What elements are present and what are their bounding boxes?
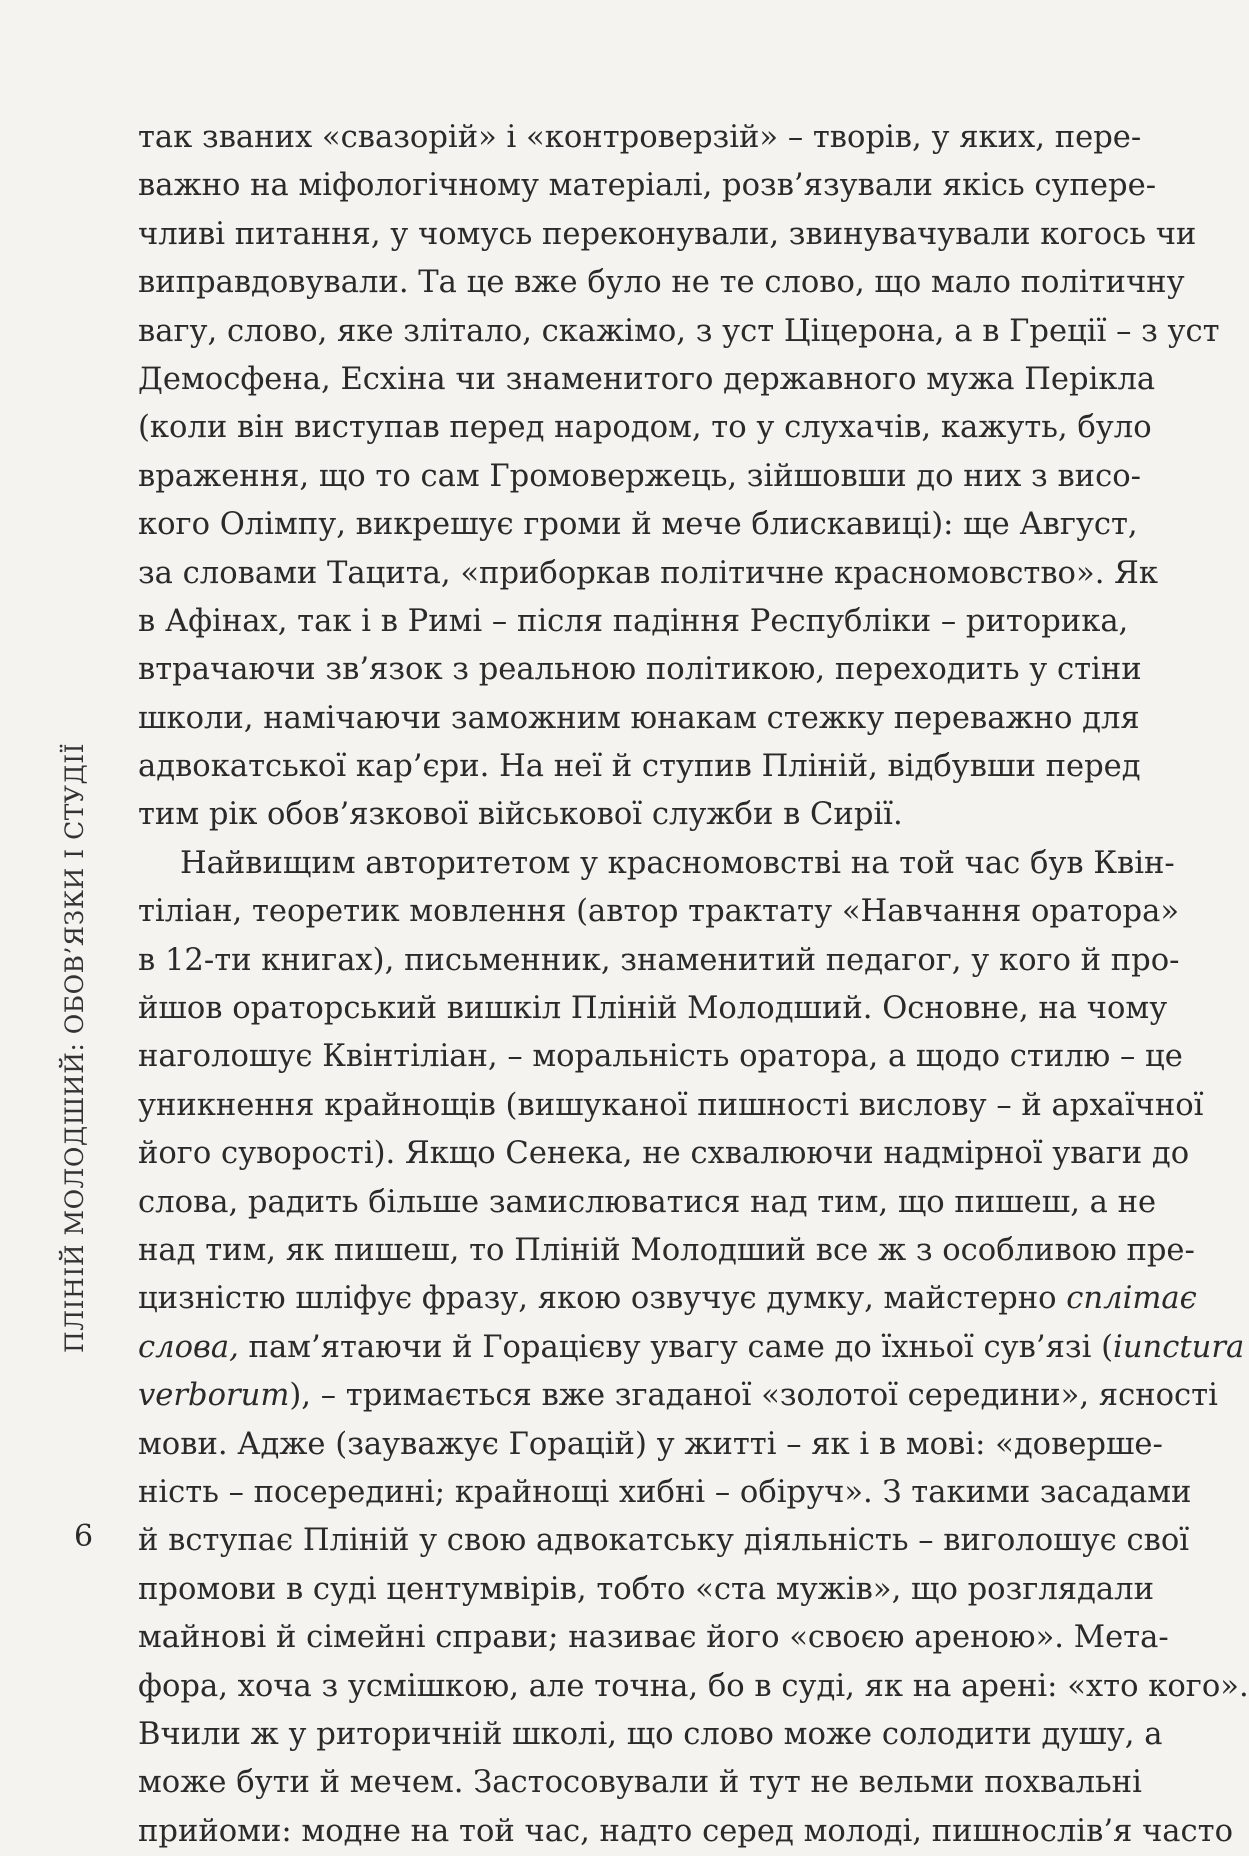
- text-line: в Афінах, так і в Римі – після падіння Республіки – риторика,: [138, 603, 1129, 639]
- text-line: (коли він виступав перед народом, то у слухачів, кажуть, було: [138, 410, 1152, 446]
- text-line: школи, намічаючи заможним юнакам стежку переважно для: [138, 700, 1140, 736]
- text-line: втрачаючи зв’язок з реальною політикою, переходить у стіни: [138, 652, 1142, 688]
- text-line: ність – посередині; крайнощі хибні – обіруч». З такими засадами: [138, 1474, 1192, 1510]
- text-line: й вступає Пліній у свою адвокатську діяльність – виголошує свої: [138, 1523, 1190, 1559]
- running-head: ПЛІНІЙ МОЛОДШИЙ: ОБОВ’ЯЗКИ І СТУДІЇ: [60, 742, 89, 1353]
- text-line: прийоми: модне на той час, надто серед молоді, пишнослів’я часто: [138, 1813, 1234, 1849]
- text-line: враження, що то сам Громовержець, зійшовши до них з висо-: [138, 458, 1141, 494]
- text-line: його суворості). Якщо Сенека, не схвалюючи надмірної уваги до: [138, 1136, 1190, 1172]
- text-line: майнові й сімейні справи; називає його «своєю ареною». Мета-: [138, 1620, 1169, 1656]
- text-line: йшов ораторський вишкіл Пліній Молодший. Основне, на чому: [138, 991, 1168, 1027]
- text-fragment: пам’ятаючи й Горацієву увагу саме до їхньої сув’язі (: [248, 1329, 1114, 1365]
- text-line: в 12-ти книгах), письменник, знаменитий педагог, у кого й про-: [138, 942, 1180, 978]
- text-line: [138, 1372, 1218, 1420]
- italic-term: сплітає: [1066, 1281, 1197, 1317]
- italic-term: verborum: [138, 1378, 290, 1414]
- page-number: 6: [74, 1519, 94, 1554]
- text-line: [138, 1324, 1245, 1372]
- text-fragment: ), – тримається вже згаданої «золотої середини», ясності: [289, 1378, 1218, 1414]
- text-line: Найвищим авторитетом у красномовстві на той час був Квін-: [180, 845, 1175, 881]
- text-line: кого Олімпу, викрешує громи й мече блискавиці): ще Август,: [138, 507, 1138, 543]
- text-line: адвокатської кар’єри. На неї й ступив Пліній, відбувши перед: [138, 749, 1141, 785]
- text-line: важно на міфологічному матеріалі, розв’язували якісь супере-: [138, 168, 1157, 204]
- italic-term: iunctura: [1113, 1329, 1245, 1365]
- text-line: Вчили ж у риторичній школі, що слово може солодити душу, а: [138, 1716, 1163, 1752]
- text-line: наголошує Квінтіліан, – моральність оратора, а щодо стилю – це: [138, 1039, 1183, 1075]
- text-line: [138, 1275, 1197, 1323]
- text-line: мови. Адже (зауважує Горацій) у житті – як і в мові: «доверше-: [138, 1426, 1163, 1462]
- text-fragment: цизністю шліфує фразу, якою озвучує думку, майстерно: [138, 1281, 1057, 1317]
- text-line: тіліан, теоретик мовлення (автор трактату «Навчання оратора»: [138, 894, 1180, 930]
- text-line: чливі питання, у чомусь переконували, звинувачували когось чи: [138, 216, 1197, 252]
- text-line: може бути й мечем. Застосовували й тут не вельми похвальні: [138, 1765, 1142, 1801]
- text-line: фора, хоча з усмішкою, але точна, бо в суді, як на арені: «хто кого».: [138, 1668, 1249, 1704]
- body-text: [138, 114, 1249, 1856]
- text-line: так званих «свазорій» і «контроверзій» – творів, у яких, пере-: [138, 120, 1142, 155]
- text-line: тим рік обов’язкової військової служби в Сирії.: [138, 797, 903, 833]
- italic-term: слова,: [138, 1329, 239, 1365]
- text-line: Демосфена, Есхіна чи знаменитого державного мужа Перікла: [138, 361, 1156, 397]
- text-line: вагу, слово, яке злітало, скажімо, з уст Ціцерона, а в Греції – з уст: [138, 313, 1220, 349]
- text-line: промови в суді центумвірів, тобто «ста мужів», що розглядали: [138, 1571, 1154, 1607]
- text-line: над тим, як пишеш, то Пліній Молодший все ж з особливою пре-: [138, 1232, 1195, 1268]
- text-line: виправдовували. Та це вже було не те слово, що мало політичну: [138, 265, 1185, 301]
- text-line: уникнення крайнощів (вишуканої пишності вислову – й архаїчної: [138, 1087, 1204, 1123]
- text-line: за словами Тацита, «приборкав політичне красномовство». Як: [138, 555, 1158, 591]
- text-line: слова, радить більше замислюватися над тим, що пишеш, а не: [138, 1184, 1157, 1220]
